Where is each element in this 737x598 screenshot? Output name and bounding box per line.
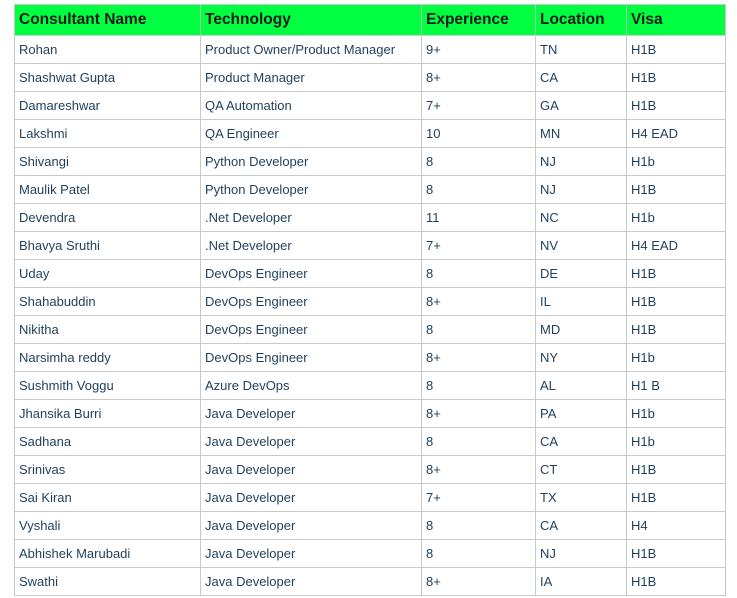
cell-location: IA [536, 568, 627, 596]
cell-consultant-name: Narsimha reddy [14, 344, 201, 372]
cell-consultant-name: Sadhana [14, 428, 201, 456]
consultant-table [14, 4, 726, 596]
table-row [14, 400, 726, 428]
cell-visa: H1B [627, 36, 726, 64]
table-row [14, 232, 726, 260]
cell-consultant-name: Shahabuddin [14, 288, 201, 316]
cell-visa: H1B [627, 288, 726, 316]
table-row [14, 204, 726, 232]
table-row [14, 372, 726, 400]
cell-consultant-name: Maulik Patel [14, 176, 201, 204]
cell-experience: 8 [422, 148, 536, 176]
cell-visa: H4 EAD [627, 120, 726, 148]
cell-consultant-name: Jhansika Burri [14, 400, 201, 428]
cell-technology: Product Owner/Product Manager [201, 36, 422, 64]
table-row [14, 36, 726, 64]
cell-technology: DevOps Engineer [201, 260, 422, 288]
cell-experience: 8+ [422, 568, 536, 596]
cell-technology: Java Developer [201, 456, 422, 484]
table-row [14, 540, 726, 568]
cell-technology: Java Developer [201, 484, 422, 512]
table-body [14, 36, 726, 596]
cell-location: NJ [536, 540, 627, 568]
cell-experience: 7+ [422, 232, 536, 260]
cell-location: TN [536, 36, 627, 64]
cell-consultant-name: Swathi [14, 568, 201, 596]
cell-visa: H1b [627, 148, 726, 176]
cell-technology: Java Developer [201, 540, 422, 568]
table-row [14, 260, 726, 288]
cell-location: NY [536, 344, 627, 372]
table-row [14, 484, 726, 512]
cell-experience: 8+ [422, 400, 536, 428]
cell-experience: 8+ [422, 344, 536, 372]
cell-experience: 8+ [422, 288, 536, 316]
cell-visa: H1B [627, 64, 726, 92]
cell-location: CA [536, 428, 627, 456]
cell-location: TX [536, 484, 627, 512]
cell-technology: Java Developer [201, 400, 422, 428]
cell-technology: Java Developer [201, 512, 422, 540]
cell-consultant-name: Shashwat Gupta [14, 64, 201, 92]
cell-technology: QA Automation [201, 92, 422, 120]
header-consultant-name: Consultant Name [14, 4, 201, 36]
cell-technology: Java Developer [201, 568, 422, 596]
table-row [14, 568, 726, 596]
cell-visa: H1B [627, 92, 726, 120]
table-row [14, 120, 726, 148]
cell-location: NJ [536, 176, 627, 204]
consultant-table-container [14, 4, 726, 598]
cell-experience: 7+ [422, 484, 536, 512]
cell-experience: 8 [422, 372, 536, 400]
cell-visa: H1b [627, 344, 726, 372]
table-row [14, 148, 726, 176]
cell-technology: QA Engineer [201, 120, 422, 148]
cell-technology: Product Manager [201, 64, 422, 92]
cell-consultant-name: Vyshali [14, 512, 201, 540]
cell-visa: H1B [627, 260, 726, 288]
table-row [14, 288, 726, 316]
cell-consultant-name: Srinivas [14, 456, 201, 484]
cell-visa: H1b [627, 400, 726, 428]
cell-technology: .Net Developer [201, 204, 422, 232]
cell-consultant-name: Lakshmi [14, 120, 201, 148]
cell-location: NV [536, 232, 627, 260]
header-location: Location [536, 4, 627, 36]
cell-visa: H4 EAD [627, 232, 726, 260]
cell-technology: Java Developer [201, 428, 422, 456]
cell-location: CT [536, 456, 627, 484]
cell-location: NC [536, 204, 627, 232]
cell-experience: 8+ [422, 456, 536, 484]
cell-visa: H1 B [627, 372, 726, 400]
cell-visa: H1B [627, 540, 726, 568]
cell-location: CA [536, 64, 627, 92]
cell-consultant-name: Devendra [14, 204, 201, 232]
cell-experience: 8+ [422, 64, 536, 92]
cell-technology: Python Developer [201, 148, 422, 176]
cell-experience: 8 [422, 316, 536, 344]
cell-experience: 7+ [422, 92, 536, 120]
cell-experience: 8 [422, 540, 536, 568]
table-row [14, 512, 726, 540]
cell-location: DE [536, 260, 627, 288]
cell-consultant-name: Nikitha [14, 316, 201, 344]
cell-visa: H1b [627, 204, 726, 232]
cell-location: CA [536, 512, 627, 540]
cell-experience: 8 [422, 512, 536, 540]
cell-location: MN [536, 120, 627, 148]
cell-location: GA [536, 92, 627, 120]
cell-location: AL [536, 372, 627, 400]
cell-visa: H1b [627, 428, 726, 456]
cell-location: IL [536, 288, 627, 316]
cell-experience: 11 [422, 204, 536, 232]
cell-consultant-name: Sai Kiran [14, 484, 201, 512]
table-row [14, 316, 726, 344]
header-technology: Technology [201, 4, 422, 36]
cell-consultant-name: Damareshwar [14, 92, 201, 120]
cell-consultant-name: Sushmith Voggu [14, 372, 201, 400]
cell-visa: H1B [627, 456, 726, 484]
cell-technology: DevOps Engineer [201, 344, 422, 372]
cell-technology: Azure DevOps [201, 372, 422, 400]
table-row [14, 64, 726, 92]
header-experience: Experience [422, 4, 536, 36]
cell-location: NJ [536, 148, 627, 176]
cell-location: MD [536, 316, 627, 344]
cell-visa: H1B [627, 176, 726, 204]
cell-visa: H4 [627, 512, 726, 540]
cell-location: PA [536, 400, 627, 428]
cell-visa: H1B [627, 568, 726, 596]
cell-consultant-name: Rohan [14, 36, 201, 64]
cell-experience: 8 [422, 260, 536, 288]
cell-visa: H1B [627, 316, 726, 344]
cell-technology: DevOps Engineer [201, 316, 422, 344]
cell-visa: H1B [627, 484, 726, 512]
table-header-row [14, 4, 726, 36]
header-visa: Visa [627, 4, 726, 36]
cell-technology: .Net Developer [201, 232, 422, 260]
cell-consultant-name: Uday [14, 260, 201, 288]
table-row [14, 456, 726, 484]
cell-experience: 9+ [422, 36, 536, 64]
table-row [14, 344, 726, 372]
cell-consultant-name: Shivangi [14, 148, 201, 176]
cell-experience: 8 [422, 428, 536, 456]
cell-consultant-name: Abhishek Marubadi [14, 540, 201, 568]
cell-technology: DevOps Engineer [201, 288, 422, 316]
cell-technology: Python Developer [201, 176, 422, 204]
table-row [14, 428, 726, 456]
cell-experience: 10 [422, 120, 536, 148]
cell-consultant-name: Bhavya Sruthi [14, 232, 201, 260]
table-row [14, 92, 726, 120]
cell-experience: 8 [422, 176, 536, 204]
table-row [14, 176, 726, 204]
